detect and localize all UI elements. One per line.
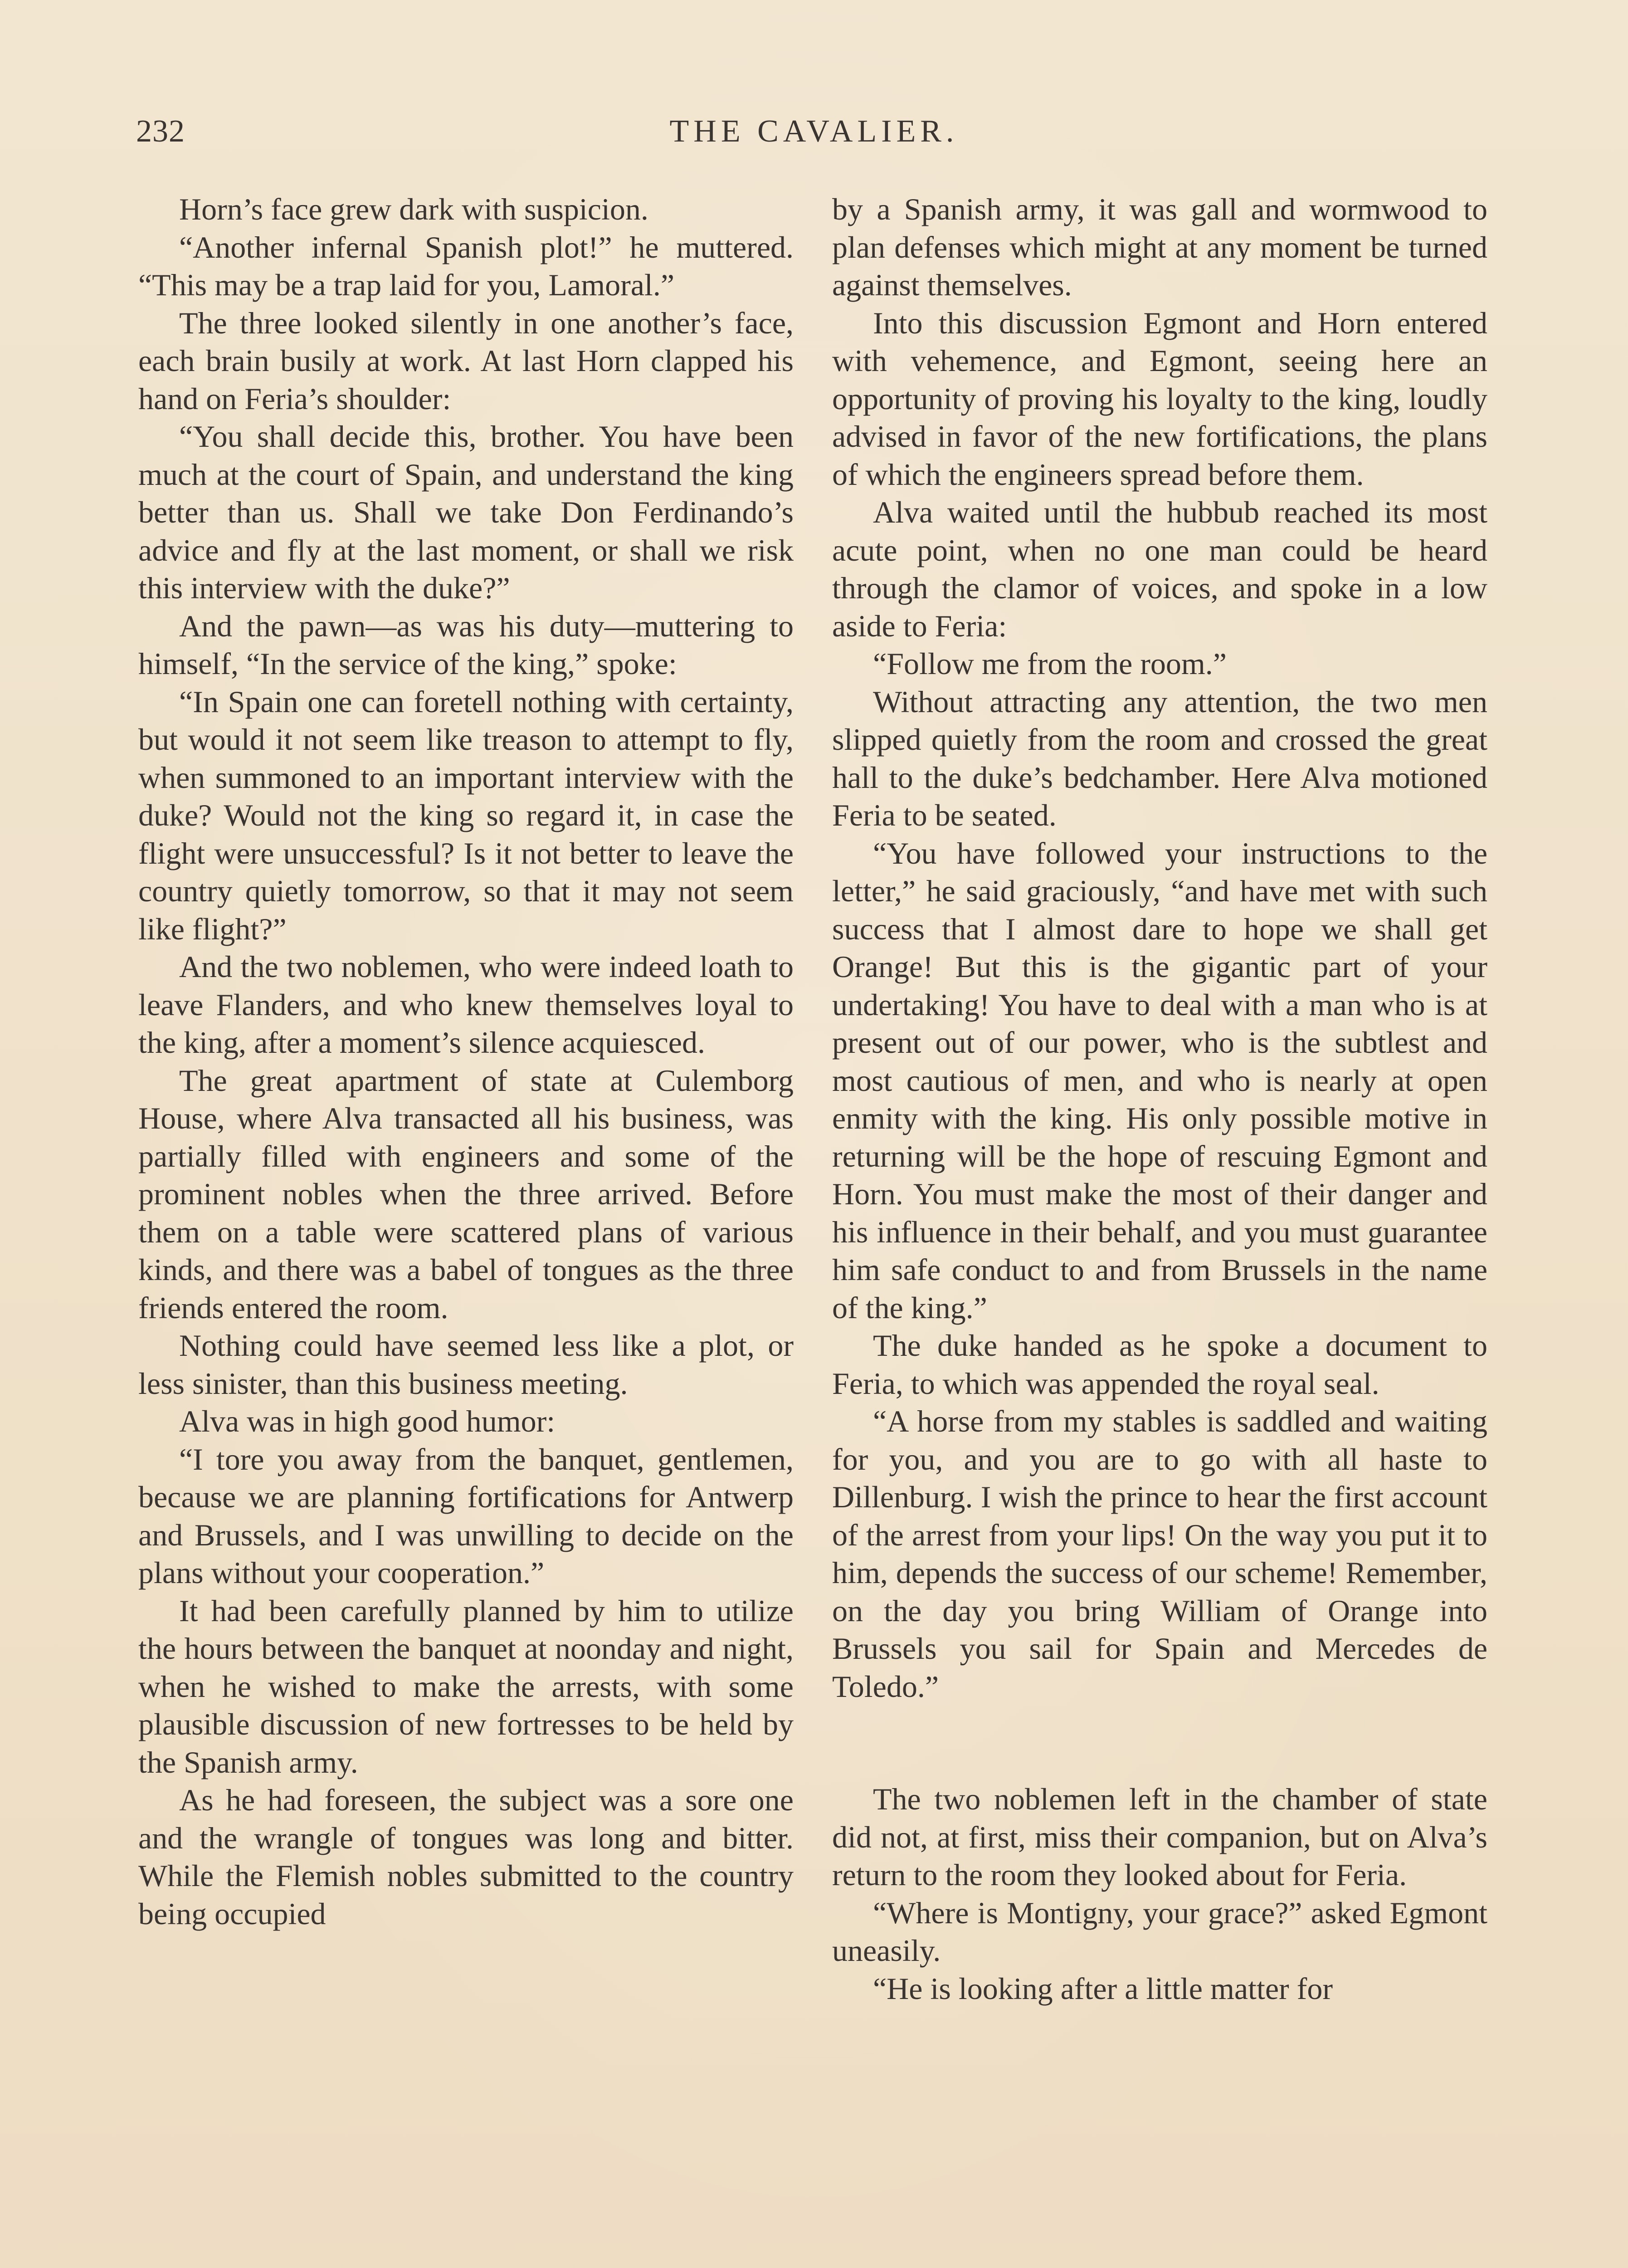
paragraph: The two noblemen left in the chamber of state did not, at first, miss their companion, but on Alva’s return to the room they looked about for Feria. — [832, 1782, 1487, 1892]
running-title: THE CAVALIER. — [669, 114, 959, 149]
paragraph: Alva was in high good humor: — [179, 1404, 556, 1438]
paragraph: “You shall decide this, brother. You have been much at the court of Spain, and understand the king better than us. Shall we take Don Ferdinando’s advice and fly at the last moment, or shall we risk this interview with the duke?” — [138, 419, 794, 605]
right-column — [832, 191, 1487, 2008]
paragraph: Into this discussion Egmont and Horn entered with vehemence, and Egmont, seeing here an opportunity of proving his loyalty to the king, loudly advised in favor of the new fortifications, the plans of which the engineers spread before them. — [832, 305, 1487, 492]
paragraph: “Where is Montigny, your grace?” asked Egmont uneasily. — [832, 1895, 1487, 1968]
page-number: 232 — [136, 114, 185, 149]
paragraph: Horn’s face grew dark with suspicion. — [179, 192, 648, 226]
paragraph: “In Spain one can foretell nothing with certainty, but would it not seem like treason to attempt to fly, when summoned to an important interview with the duke? Would not the king so regard it, in case the flight were unsuccessful? Is it not better to leave the country quietly tomorrow, so that it may not seem like flight?” — [138, 684, 794, 946]
paragraph: The duke handed as he spoke a document to Feria, to which was appended the royal seal. — [832, 1328, 1487, 1401]
paragraph: The great apartment of state at Culemborg House, where Alva transacted all his business, was partially filled with engineers and some of the prominent nobles when the three arrived. Before them on a table were scattered plans of various kinds, and there was a babel of tongues as the three friends entered the room. — [138, 1063, 794, 1325]
paragraph: Without attracting any attention, the two men slipped quietly from the room and crossed the great hall to the duke’s bedchamber. Here Alva motioned Feria to be seated. — [832, 684, 1487, 832]
paragraph: Alva waited until the hubbub reached its most acute point, when no one man could be heard through the clamor of voices, and spoke in a low aside to Feria: — [832, 495, 1487, 643]
paragraph: “A horse from my stables is saddled and waiting for you, and you are to go with all haste to Dillenburg. I wish the prince to hear the first account of the arrest from your lips! On the way you put it to him, depends the success of our scheme! Remember, on the day you bring William of Orange into Brussels you sail for Spain and Mercedes de Toledo.” — [832, 1404, 1487, 1704]
paragraph: The three looked silently in one another’s face, each brain busily at work. At last Horn clapped his hand on Feria’s shoulder: — [138, 305, 794, 416]
left-column — [138, 191, 794, 1933]
paragraph: As he had foreseen, the subject was a sore one and the wrangle of tongues was long and bitter. While the Flemish nobles submitted to the country being occupied — [138, 1783, 794, 1931]
page-header — [136, 113, 1492, 163]
paragraph: by a Spanish army, it was gall and wormwood to plan defenses which might at any moment be turned against themselves. — [832, 192, 1487, 302]
paragraph: And the two noblemen, who were indeed loath to leave Flanders, and who knew themselves loyal to the king, after a moment’s silence acquiesced. — [138, 949, 794, 1060]
paragraph: “Another infernal Spanish plot!” he muttered. “This may be a trap laid for you, Lamoral.” — [138, 230, 794, 302]
paragraph: “Follow me from the room.” — [873, 646, 1227, 681]
paragraph: Nothing could have seemed less like a plot, or less sinister, than this business meeting. — [138, 1328, 794, 1401]
paragraph: “I tore you away from the banquet, gentlemen, because we are planning fortifications for Antwerp and Brussels, and I was unwilling to decide on the plans without your cooperation.” — [138, 1442, 794, 1590]
paragraph: “He is looking after a little matter for — [873, 1971, 1333, 2006]
paragraph: And the pawn—as was his duty—muttering to himself, “In the service of the king,” spoke: — [138, 608, 794, 681]
paragraph: It had been carefully planned by him to utilize the hours between the banquet at noonday and night, when he wished to make the arrests, with some plausible discussion of new fortresses to be held by the Spanish army. — [138, 1593, 794, 1779]
paragraph: “You have followed your instructions to the letter,” he said graciously, “and have met with such success that I almost dare to hope we shall get Orange! But this is the gigantic part of your undertaking! You have to deal with a man who is at present out of our power, who is the subtlest and most cautious of men, and who is nearly at open enmity with the king. His only possible motive in returning will be the hope of rescuing Egmont and Horn. You must make the most of their danger and his influence in their behalf, and you must guarantee him safe conduct to and from Brussels in the name of the king.” — [832, 836, 1487, 1325]
